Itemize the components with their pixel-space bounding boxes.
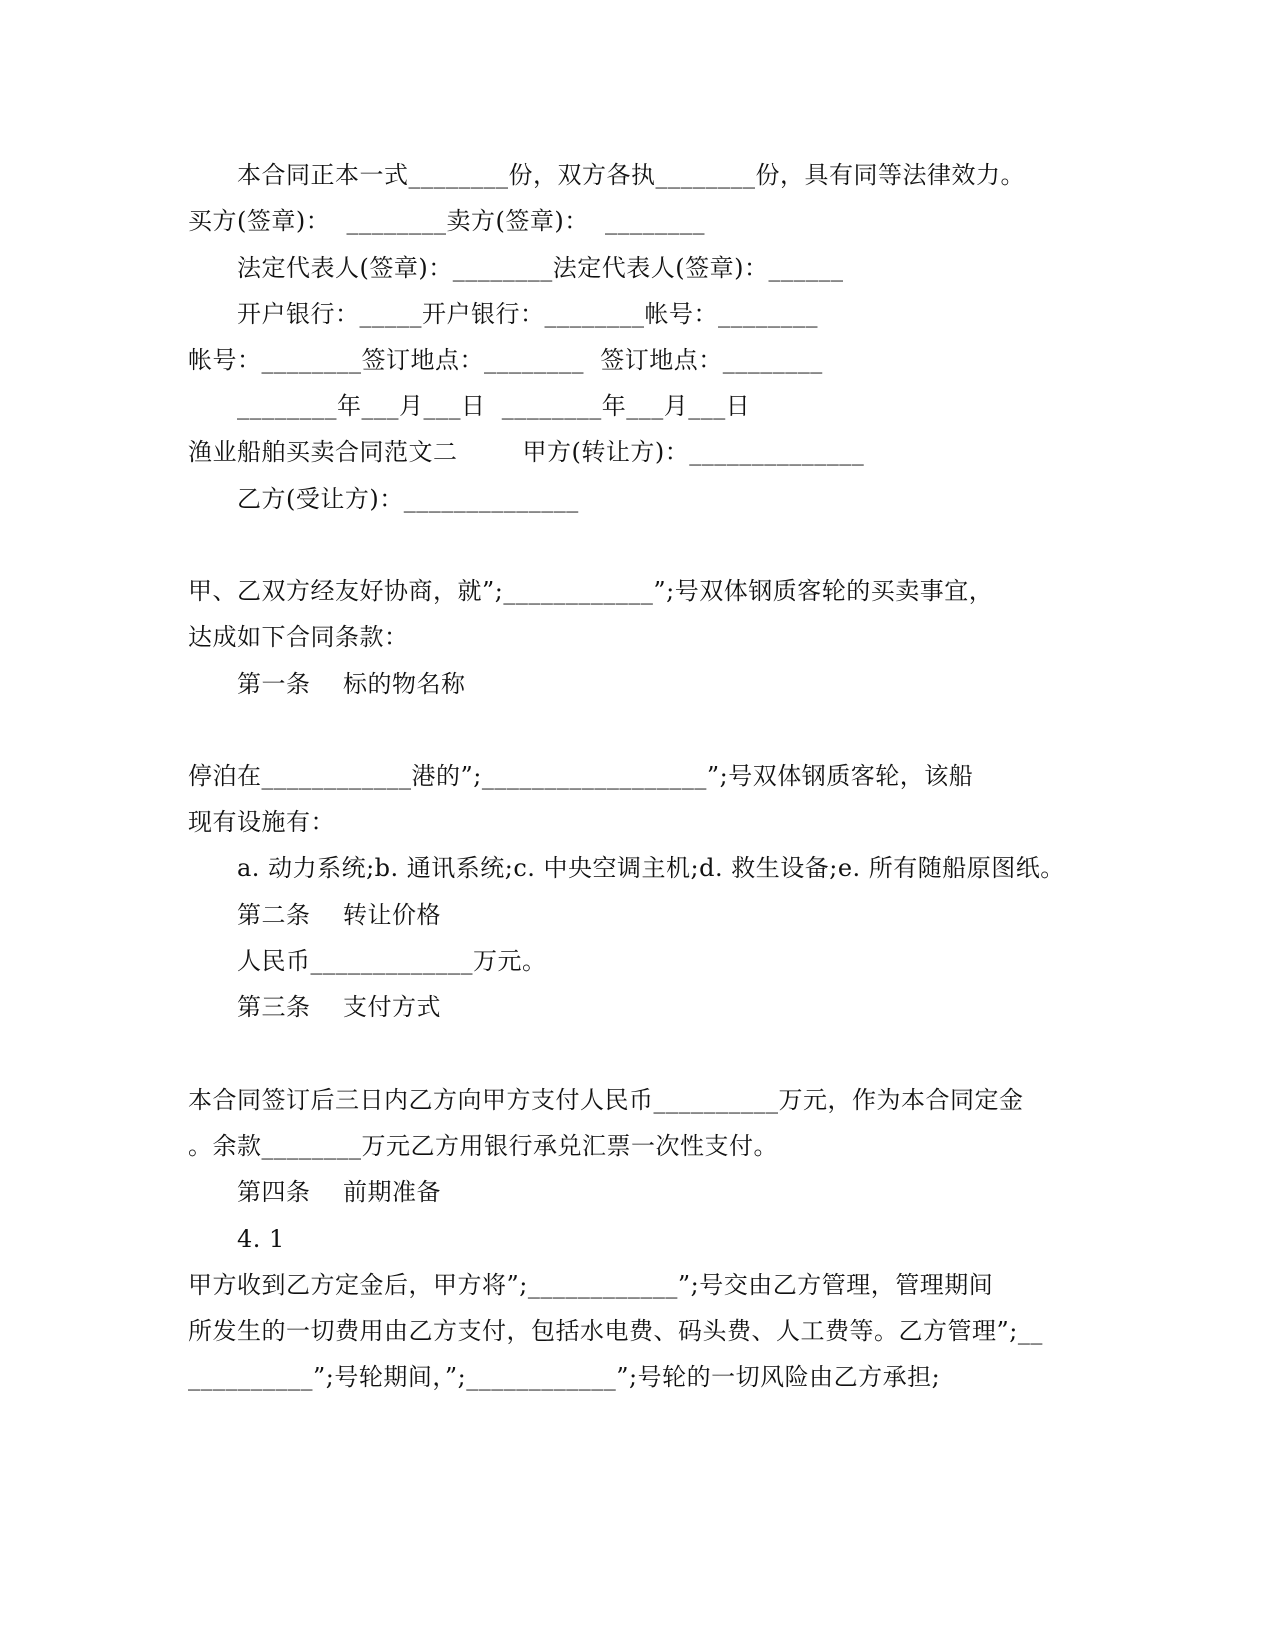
text-line: 人民币_____________万元。 <box>237 947 547 975</box>
clause-number: 4. 1 <box>237 1225 285 1253</box>
text-line: a. 动力系统;b. 通讯系统;c. 中央空调主机;d. 救生设备;e. 所有随船原图纸。 <box>237 854 1065 882</box>
text-line: 。余款________万元乙方用银行承兑汇票一次性支付。 <box>188 1132 778 1160</box>
text-line: 乙方(受让方)：______________ <box>237 485 579 513</box>
text-line: 停泊在____________港的”;__________________”;号双体钢质客轮，该船 <box>188 762 974 790</box>
text-line: 法定代表人(签章)：________法定代表人(签章)：______ <box>237 254 844 282</box>
text-line: 开户银行：_____开户银行：________帐号：________ <box>237 300 818 328</box>
section-heading: 第四条 前期准备 <box>237 1178 442 1206</box>
text-line: 本合同签订后三日内乙方向甲方支付人民币__________万元，作为本合同定金 <box>188 1086 1024 1114</box>
text-line: 达成如下合同条款： <box>188 623 409 651</box>
section-heading: 第二条 转让价格 <box>237 901 442 929</box>
text-line: 所发生的一切费用由乙方支付，包括水电费、码头费、人工费等。乙方管理”;__ <box>188 1317 1043 1345</box>
text-line: 本合同正本一式________份，双方各执________份，具有同等法律效力。 <box>237 161 1025 189</box>
text-line: __________”;号轮期间，”;____________”;号轮的一切风险由乙方承担; <box>188 1363 941 1391</box>
text-line: 买方(签章)： ________卖方(签章)： ________ <box>188 207 705 235</box>
text-line: 甲方收到乙方定金后，甲方将”;____________”;号交由乙方管理，管理期间 <box>188 1271 994 1299</box>
text-line: 帐号：________签订地点：________ 签订地点：________ <box>188 346 823 374</box>
text-line: 甲、乙双方经友好协商，就”;____________”;号双体钢质客轮的买卖事宜， <box>188 577 994 605</box>
section-heading: 第一条 标的物名称 <box>237 670 466 698</box>
text-line: ________年___月___日 ________年___月___日 <box>237 392 751 420</box>
text-line: 渔业船舶买卖合同范文二 甲方(转让方)：______________ <box>188 438 865 466</box>
text-line: 现有设施有： <box>188 808 335 836</box>
section-heading: 第三条 支付方式 <box>237 993 442 1021</box>
